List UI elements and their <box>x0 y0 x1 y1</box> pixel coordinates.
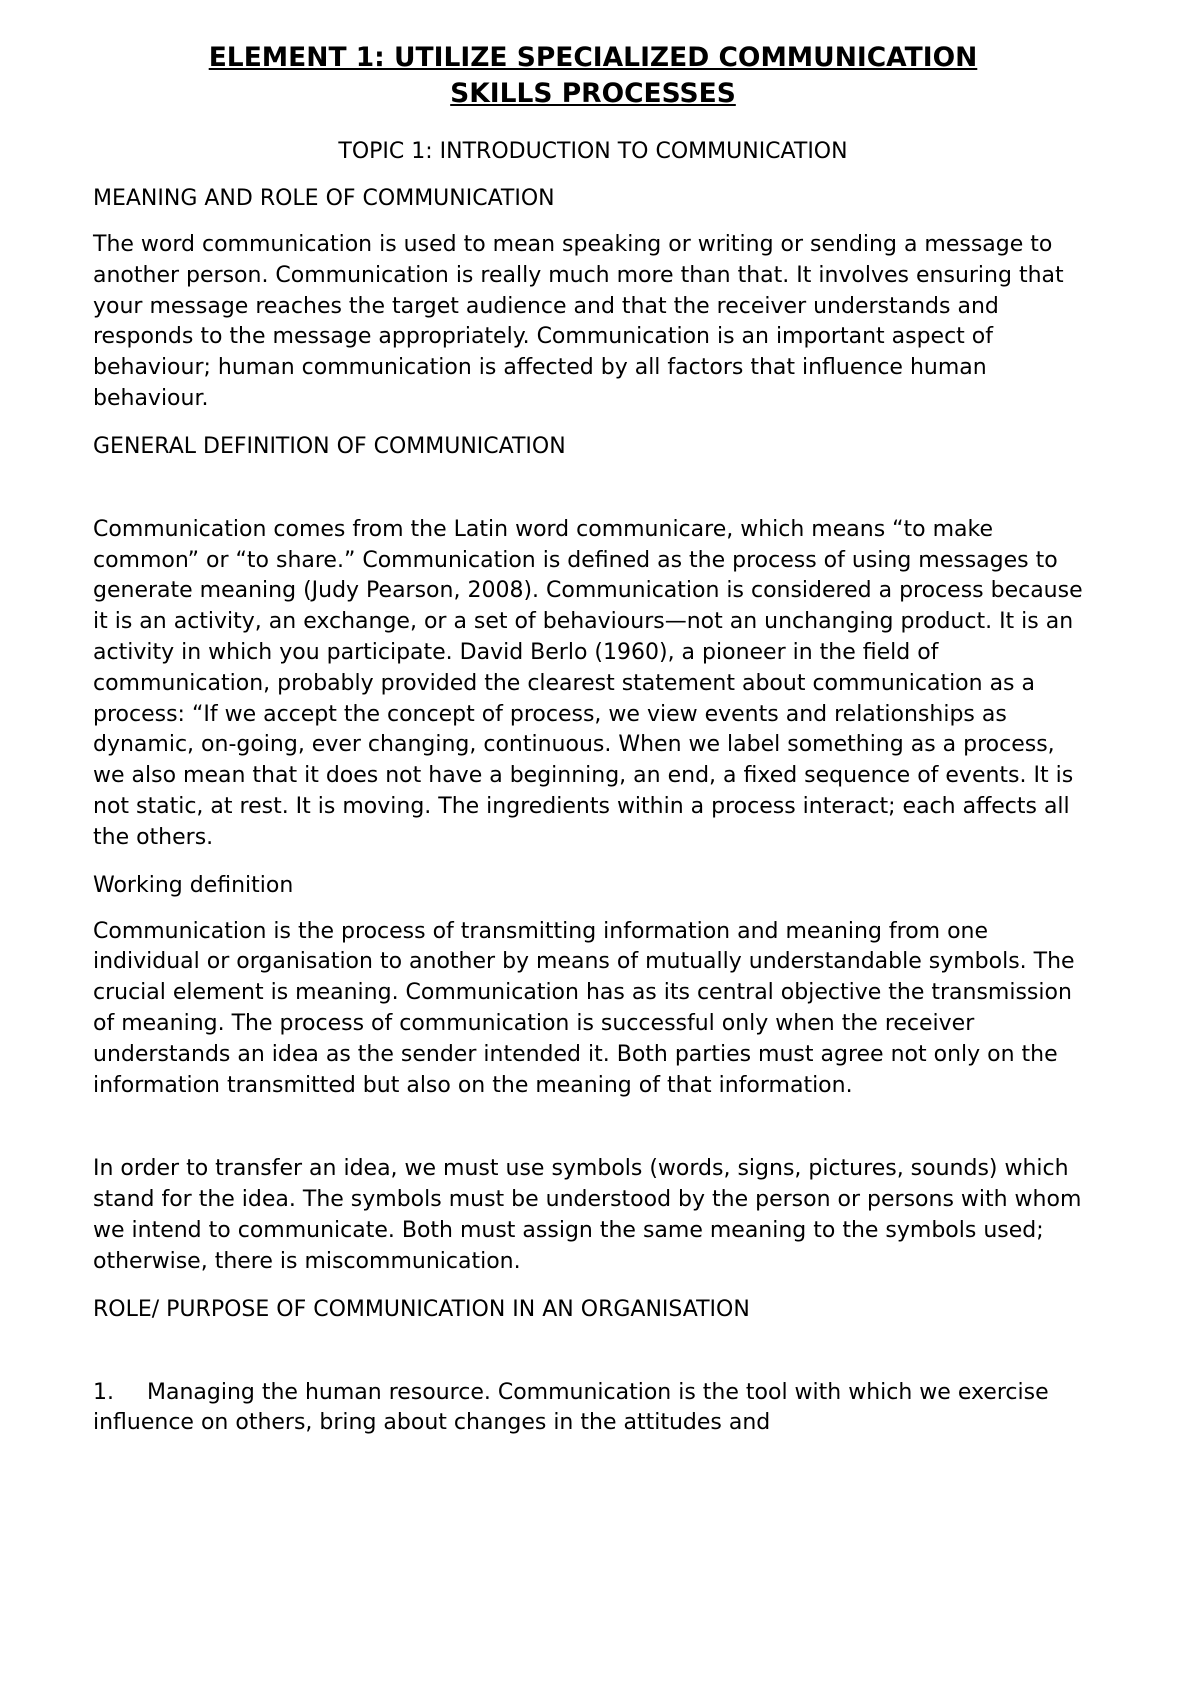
document-title <box>83 40 1103 112</box>
paragraph-meaning: The word communication is used to mean speaking or writing or sending a message to another person. Communication is really much more than that. It involves ensuring that your message reaches the target audience and that the receiver understands and responds to the message appropriately. Communication is an important aspect of behaviour; human communication is affected by all factors that influence human behaviour. <box>93 232 1064 411</box>
paragraph-working-definition: Communication is the process of transmitting information and meaning from one individual or organisation to another by means of mutually understandable symbols. The crucial element is meaning. Communication has as its central objective the transmission of meaning. The process of communication is successful only when the receiver understands an idea as the sender intended it. Both parties must agree not only on the information transmitted but also on the meaning of that information. <box>93 918 1075 1098</box>
document-page <box>93 40 1093 1439</box>
topic-heading: TOPIC 1: INTRODUCTION TO COMMUNICATION <box>338 139 848 164</box>
list-item <box>93 1378 1093 1440</box>
title-line-2: SKILLS PROCESSES <box>450 78 736 109</box>
section-heading-role-purpose: ROLE/ PURPOSE OF COMMUNICATION IN AN ORGANISATION <box>93 1296 750 1322</box>
list-item-text: Managing the human resource. Communication is the tool with which we exercise influence on others, bring about changes in the attitudes and <box>93 1379 1049 1436</box>
paragraph-symbols: In order to transfer an idea, we must use symbols (words, signs, pictures, sounds) which stand for the idea. The symbols must be understood by the person or persons with whom we intend to communicate. Both must assign the same meaning to the symbols used; otherwise, there is miscommunication. <box>93 1156 1082 1274</box>
title-line-1: ELEMENT 1: UTILIZE SPECIALIZED COMMUNICATION <box>208 42 978 73</box>
section-heading-general-definition: GENERAL DEFINITION OF COMMUNICATION <box>93 433 566 459</box>
section-heading-meaning: MEANING AND ROLE OF COMMUNICATION <box>93 186 555 211</box>
paragraph-general-definition: Communication comes from the Latin word communicare, which means “to make common” or “to share.” Communication is defined as the process of using messages to generate meaning (Judy Pearson, 2008). Communication is considered a process because it is an activity, an exchange, or a set of behaviours—not an unchanging product. It is an activity in which you participate. David Berlo (1960), a pioneer in the field of communication, probably provided the clearest statement about communication as a process: “If we accept the concept of process, we view events and relationships as dynamic, on-going, ever changing, continuous. When we label something as a process, we also mean that it does not have a beginning, an end, a fixed sequence of events. It is not static, at rest. It is moving. The ingredients within a process interact; each affects all the others. <box>93 516 1083 850</box>
section-heading-working-definition: Working definition <box>93 872 294 898</box>
list-item-number: 1. <box>93 1379 114 1405</box>
